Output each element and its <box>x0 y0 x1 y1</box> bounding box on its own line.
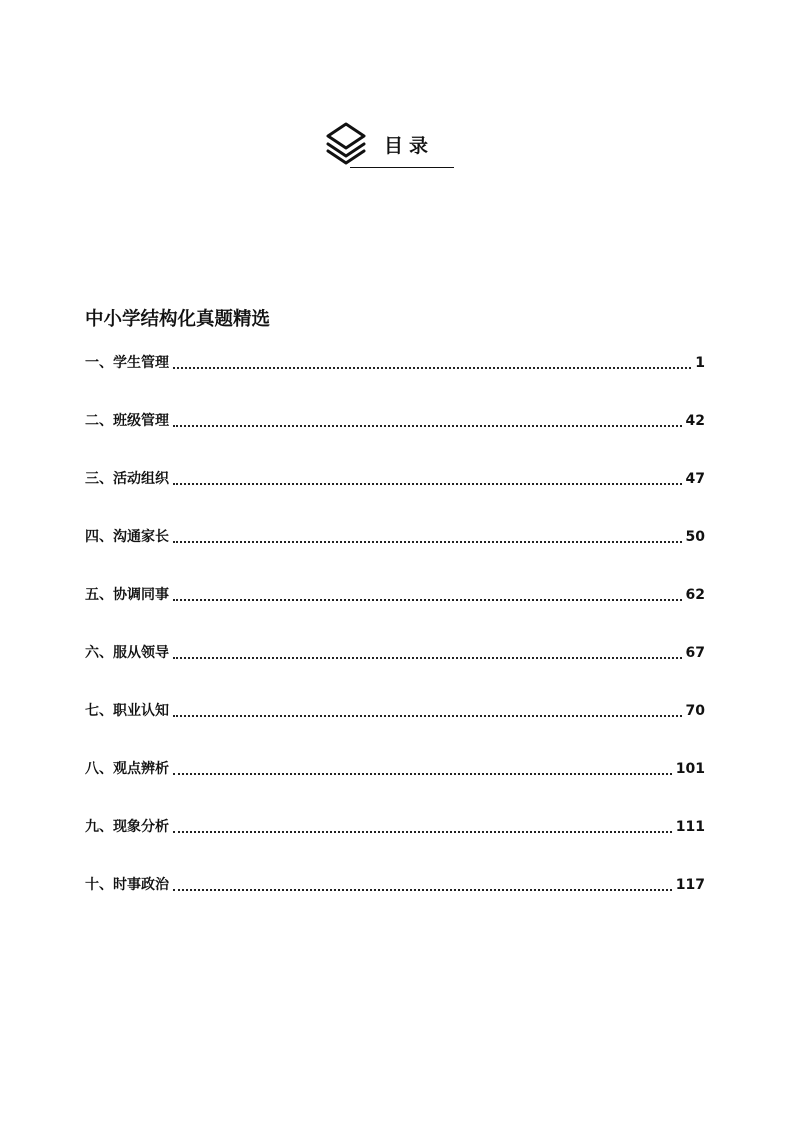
dot-leader <box>173 526 682 543</box>
toc-entry-page: 42 <box>685 413 705 429</box>
toc-header <box>322 120 458 172</box>
dot-leader <box>173 352 691 369</box>
toc-entry-label: 十、时事政治 <box>85 877 169 893</box>
dot-leader <box>173 410 682 427</box>
dot-leader <box>173 700 682 717</box>
toc-entry-label: 六、服从领导 <box>85 645 169 661</box>
toc-entry[interactable] <box>85 468 705 526</box>
toc-entry-page: 67 <box>685 645 705 661</box>
toc-entry-label: 七、职业认知 <box>85 703 169 719</box>
toc-entry-page: 70 <box>685 703 705 719</box>
dot-leader <box>173 642 682 659</box>
toc-entry-page: 50 <box>685 529 705 545</box>
toc-entry-label: 五、协调同事 <box>85 587 169 603</box>
toc-entry-page: 117 <box>675 877 705 893</box>
toc-entry-label: 二、班级管理 <box>85 413 169 429</box>
toc-entry-page: 47 <box>685 471 705 487</box>
toc-entry[interactable] <box>85 584 705 642</box>
toc-entry[interactable] <box>85 874 705 932</box>
toc-entry-label: 九、现象分析 <box>85 819 169 835</box>
toc-entry-label: 一、学生管理 <box>85 355 169 371</box>
toc-entry[interactable] <box>85 642 705 700</box>
dot-leader <box>173 584 682 601</box>
dot-leader <box>173 816 672 833</box>
toc-entry-label: 八、观点辨析 <box>85 761 169 777</box>
toc-entry-label: 四、沟通家长 <box>85 529 169 545</box>
toc-list <box>85 352 705 932</box>
toc-entry-page: 1 <box>695 355 705 371</box>
toc-entry[interactable] <box>85 526 705 584</box>
toc-entry[interactable] <box>85 352 705 410</box>
toc-entry-page: 111 <box>675 819 705 835</box>
toc-title: 目录 <box>384 135 435 157</box>
title-underline <box>350 167 454 168</box>
dot-leader <box>173 874 672 891</box>
toc-entry[interactable] <box>85 816 705 874</box>
toc-entry[interactable] <box>85 758 705 816</box>
toc-entry-page: 101 <box>675 761 705 777</box>
toc-entry-page: 62 <box>685 587 705 603</box>
toc-entry[interactable] <box>85 700 705 758</box>
dot-leader <box>173 468 682 485</box>
toc-entry[interactable] <box>85 410 705 468</box>
section-heading: 中小学结构化真题精选 <box>85 309 271 330</box>
layers-stack-icon <box>322 120 370 168</box>
dot-leader <box>173 758 672 775</box>
toc-entry-label: 三、活动组织 <box>85 471 169 487</box>
